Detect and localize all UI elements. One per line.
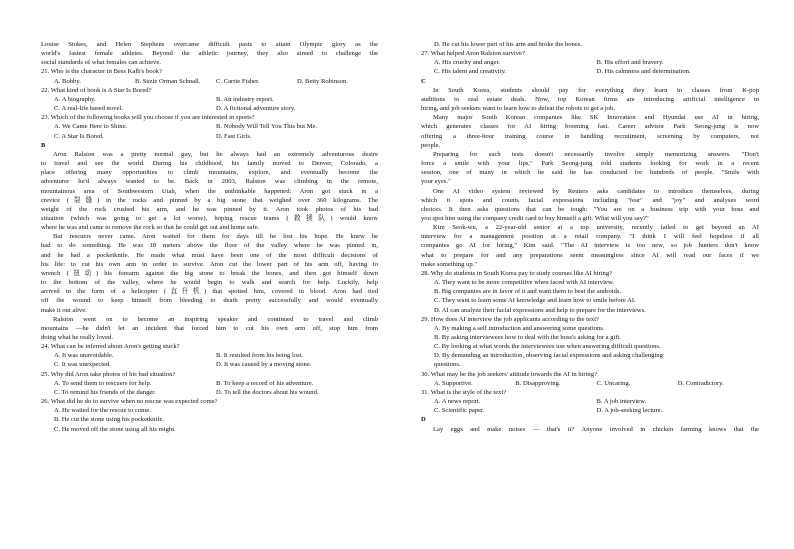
question-21-options <box>41 77 378 86</box>
passage-line: situation (which was going to get a lot worse), hoping rescue teams (救援队) would know <box>41 214 378 222</box>
passage-line: to travel and see the world. During his childhood, his family moved to Denver, Colorado, a <box>41 160 378 168</box>
passage-line: make it out alive. <box>41 306 87 314</box>
passage-line: place offering many opportunities to climb mountains, explore, and eventually become the <box>41 169 378 177</box>
question-27-options-row <box>421 67 759 76</box>
option-c: C. Carrie Fisher. <box>216 77 260 85</box>
section-heading-d: D <box>421 416 426 424</box>
option-b: B. By asking interviewees how to deal with the boss's asking for a gift. <box>434 334 622 341</box>
passage-line: make something up." <box>421 260 477 268</box>
option-a: A. They want to be more competitive when faced with AI interview. <box>434 279 614 287</box>
question-21-stem: 21. Who is the character in Bess Kalb's book? <box>41 68 163 76</box>
option-b: B. Nobody Will Tell You This but Me. <box>216 123 318 131</box>
passage-line: choices. It then asks questions that can be tough: "You are on a business trip with your boss and <box>421 205 759 213</box>
passage-line: adventurer he'd always wanted to be. Back in 2003, Ralston was climbing in the remote, <box>41 178 378 186</box>
passage-line: hiring, and job seekers want to learn how to defeat the robots to get a job. <box>421 105 615 113</box>
option-d: D. AI can analyze their facial expressions and help to prepare for the interviews. <box>434 306 646 314</box>
question-22-options-row <box>41 95 378 104</box>
passage-line: you spot him using the company credit card to buy himself a gift. What will you say?" <box>421 214 649 222</box>
passage-line: where he was and came to remove the rock so that he could get out and home safe. <box>41 224 260 232</box>
option-b: B. To keep a record of his adventure. <box>216 379 314 387</box>
option-a: A. To send them to rescuers for help. <box>54 379 152 387</box>
passage-line: offering a three-hour training course in handling recruitment, screening by computers, not <box>421 132 759 140</box>
question-25-options-row <box>41 388 378 397</box>
passage-line: arrived in the form of a helicopter (直升机) that spotted him, covered in blood. Aron had tied <box>41 288 378 296</box>
question-27-stem: 27. What helped Aron Ralston survive? <box>421 50 525 58</box>
question-30-options <box>421 379 759 388</box>
option-d: D. Betty Robinson. <box>297 77 348 85</box>
intro-line: Louise Stokes, and Helen Stephens overcame difficult pasts to attain Olympic glory as the <box>41 41 378 48</box>
option-c: C. They want to learn some AI knowledge and learn how to smile before AI. <box>434 297 636 305</box>
option-c: C. He moved off the stone using all his might. <box>54 425 176 433</box>
passage-line: Lay eggs and make noises — that's it? Anyone involved in chicken farming knows that the <box>433 425 759 433</box>
intro-line: social standards of what females can achieve. <box>41 59 161 67</box>
passage-line: had to do something. He was 18 meters above the floor of the valley where he was pinned in, <box>41 242 378 250</box>
passage-line: off the wound to keep himself from bleeding to death pretty successfully and would eventually <box>41 297 378 305</box>
passage-line: your eyes." <box>421 178 451 186</box>
option-b: B. Suzie Orman Schnall. <box>135 77 201 85</box>
passage-line: weight of the rock crushed his arm, and he was pinned by it. Aron took photos of his bad <box>41 205 378 213</box>
section-heading-b: B <box>41 141 46 149</box>
option-d: D. By demanding an introduction, observing facial expressions and asking challenging <box>434 352 663 360</box>
left-column <box>41 40 378 434</box>
passage-line: his life: to cut his own arm in order to survive. Aron cut the lower part of his arm off, having to <box>41 260 378 268</box>
option-c: C. To remind his friends of the danger. <box>54 388 156 396</box>
option-b: B. Big companies are in favor of it and want them to beat the androids. <box>434 288 622 296</box>
passage-line: wrench (扭动) his forearm against the big stone to break the bones, and then got himself down <box>41 269 378 277</box>
option-d: D. To tell the doctors about his wound. <box>216 388 319 396</box>
option-d: D. Fast Girls. <box>216 132 252 140</box>
option-b: B. He cut the stone using his pocketknife. <box>54 416 165 424</box>
intro-line: world's fastest female athletes. Beyond the athletic journey, they also aimed to challenge the <box>41 50 378 58</box>
option-a: A. We Came Here to Shine. <box>54 123 128 131</box>
option-d: D. He cut his lower part of his arm and broke the bones. <box>434 41 582 48</box>
option-a: A. A biography. <box>54 95 96 103</box>
question-28-stem: 28. Why do students in South Korea pay to study courses like AI hiring? <box>421 269 613 277</box>
option-a: A. It was unavoidable. <box>54 352 114 360</box>
question-31-stem: 31. What is the style of the text? <box>421 388 507 396</box>
option-a: A. A news report. <box>434 398 481 406</box>
passage-line: what to prepare for and any preparations seem meaningless since AI will read our faces if we <box>421 251 759 259</box>
question-24-options-row <box>41 351 378 360</box>
option-d-continued: questions. <box>434 361 461 369</box>
passage-line: interview for a management position at a retail company. "I think I will feel hopeless if all <box>421 233 759 241</box>
passage-line: people. <box>421 141 441 149</box>
option-c: C. Uncaring. <box>596 379 631 387</box>
passage-line: to the bottom of the valley, where he would begin to walk and search for help. Luckily, help <box>41 279 378 287</box>
passage-line: which it spots and counts facial expressions including "fear" and "joy" and analyses word <box>421 196 759 204</box>
option-b: B. His effort and bravery. <box>596 59 664 67</box>
passage-line: auditions to real estate deals. Now, top Korean firms are introducing artificial intelligence in <box>421 95 759 103</box>
question-31-options-row <box>421 397 759 406</box>
passage-line: doing what he really loved. <box>41 334 113 341</box>
option-a: A. Supportive. <box>434 379 473 387</box>
passage-line: and he had a pocketknife. He made what must have been one of the most difficult decisions of <box>41 251 378 259</box>
option-c: C. It was unexpected. <box>54 361 111 369</box>
question-23-options-row <box>41 132 378 141</box>
passage-line: Ralston went on to become an inspiring speaker and continued to travel and climb <box>53 315 378 323</box>
option-c: C. A Star Is Bored. <box>54 132 104 140</box>
option-c: C. His talent and creativity. <box>434 68 507 76</box>
question-26-stem: 26. What did he do to survive when no rescue was expected come? <box>41 398 218 406</box>
option-d: D. A job-seeking lecture. <box>596 407 663 415</box>
passage-line: which generates classes for AI hiring booming fast. Career advisor Park Seong-jung is now <box>421 123 759 131</box>
question-31-options-row <box>421 406 759 415</box>
question-25-stem: 25. Why did Aron take photos of his bad situation? <box>41 370 176 378</box>
passage-line: companies go AI for hiring," Kim said. "The AI interview is too new, so job hunters don't know <box>421 242 759 250</box>
option-a: A. He waited for the rescue to come. <box>54 407 151 415</box>
option-c: C. By looking at what words the interviewees use when answering difficult questions. <box>434 343 661 351</box>
passage-line: Preparing for such tests doesn't necessarily involve simply memorizing answers. "Don't <box>433 150 759 158</box>
question-24-options-row <box>41 360 378 369</box>
passage-line: In South Korea, students should pay for everything they learn in classes from K-pop <box>433 86 759 94</box>
passage-line: force a smile with your lips," Park Seong-jung told students looking for work in a recent <box>421 160 759 168</box>
question-24-stem: 24. What can be inferred about Aron's getting stuck? <box>41 343 180 351</box>
passage-line: Many major South Korean companies like SK Innovation and Hyundai use AI in hiring, <box>433 114 759 122</box>
question-22-options-row <box>41 104 378 113</box>
passage-line: mountainous area of Southwestern Utah, when the unthinkable happened: Aron got stuck in a <box>41 187 378 195</box>
option-a: A. By making a self introduction and answering some questions. <box>434 324 605 332</box>
passage-line: mountains —he didn't let an incident that forced him to cut his own arm off, stop him from <box>41 324 378 332</box>
section-heading-c: C <box>421 77 426 85</box>
option-a: A. Bobby. <box>54 77 81 85</box>
passage-line: Aron Ralston was a pretty normal guy, but he always had an extremely adventurous desire <box>53 150 378 158</box>
question-30-stem: 30. What may be the job seekers' attitude towards the AI in hiring? <box>421 370 597 378</box>
option-b: B. It resulted from his being lost. <box>216 352 304 360</box>
option-b: B. A job interview. <box>596 398 647 406</box>
passage-line: session, one of many in which he said he has conducted for hundreds of people. "Smile with <box>421 169 759 177</box>
option-d: D. Contradictory. <box>677 379 724 387</box>
passage-line: But rescuers never came. Aron waited for them for days till he lost his hope. He knew he <box>53 233 378 241</box>
option-d: D. His calmness and determination. <box>596 68 691 76</box>
option-c: C. A real-life based novel. <box>54 105 123 113</box>
option-c: C. Scientific paper. <box>434 407 485 415</box>
question-27-options-row <box>421 58 759 67</box>
option-b: B. Disapproving. <box>515 379 561 387</box>
option-d: D. It was caused by a moving stone. <box>216 361 312 369</box>
question-29-stem: 29. How does AI interview the job applicants according to the text? <box>421 315 599 323</box>
question-22-stem: 22. What kind of book is A Star Is Bored? <box>41 86 152 94</box>
option-a: A. His cruelty and anger. <box>434 59 500 67</box>
passage-line: One AI video system reviewed by Reuters asks candidates to introduce themselves, during <box>433 187 759 195</box>
question-23-stem: 23. Which of the following books will you choose if you are interested in sports? <box>41 114 255 122</box>
passage-line: Kim Seok-wu, a 22-year-old senior at a top university, recently failed to get beyond an AI <box>433 224 759 232</box>
option-d: D. A fictional adventure story. <box>216 105 296 113</box>
question-25-options-row <box>41 379 378 388</box>
option-b: B. An industry report. <box>216 95 274 103</box>
passage-line: crevice (裂缝) in the rocks and pinned by a big stone that weighed over 360 kilograms. The <box>41 196 378 204</box>
question-23-options-row <box>41 122 378 131</box>
right-column <box>421 40 759 434</box>
